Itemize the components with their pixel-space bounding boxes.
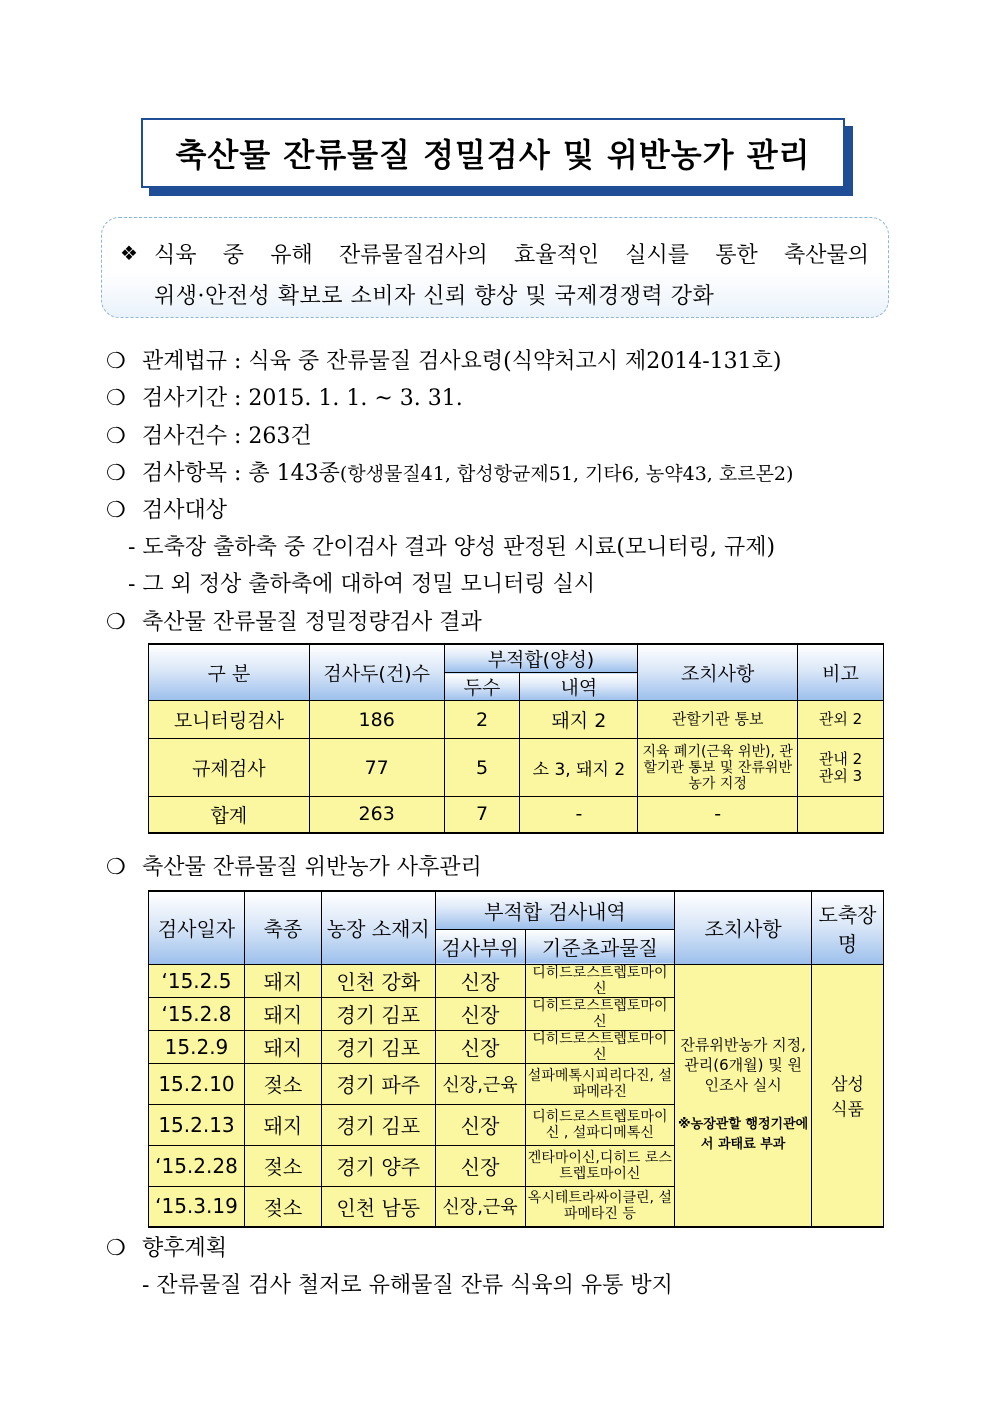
law-text: 관계법규 : 식육 중 잔류물질 검사요령(식약처고시 제2014-131호) xyxy=(142,349,782,374)
cell-count: 5 xyxy=(444,739,520,797)
cell-count: 7 xyxy=(444,797,520,833)
target-sub-1: - 도축장 출하축 중 간이검사 결과 양성 판정된 시료(모니터링, 규제) xyxy=(128,535,776,560)
circle-bullet-icon: ❍ xyxy=(106,498,126,523)
count-text: 검사건수 : 263건 xyxy=(142,424,312,449)
circle-bullet-icon: ❍ xyxy=(106,610,126,635)
cell-species: 젖소 xyxy=(244,1145,321,1186)
action-text: 잔류위반농가 지정, 관리(6개월) 및 원인조사 실시 xyxy=(680,1036,806,1095)
circle-bullet-icon: ❍ xyxy=(106,386,126,411)
plan-heading xyxy=(106,1231,227,1262)
cell-species: 돼지 xyxy=(244,997,321,1030)
cell-substance: 디히드로스트렙토마이신 xyxy=(525,997,675,1030)
circle-bullet-icon: ❍ xyxy=(106,855,126,880)
cell-note: 관내 2 관외 3 xyxy=(798,739,884,797)
header-date: 검사일자 xyxy=(149,891,245,964)
cell-inspected: 186 xyxy=(309,701,444,739)
circle-bullet-icon: ❍ xyxy=(106,1236,126,1261)
result-heading xyxy=(106,605,482,636)
summary-line-1: 식육 중 유해 잔류물질검사의 효율적인 실시를 통한 축산물의 xyxy=(154,243,869,268)
circle-bullet-icon: ❍ xyxy=(106,424,126,449)
cell-part: 신장 xyxy=(435,1104,525,1145)
cell-date: ‘15.2.5 xyxy=(149,964,245,997)
followup-heading xyxy=(106,850,482,881)
target-text: 검사대상 xyxy=(142,498,228,523)
header-substance: 기준초과물질 xyxy=(525,929,675,964)
cell-substance: 겐타마이신,디히드 로스트렙토마이신 xyxy=(525,1145,675,1186)
cell-substance: 설파메톡시피리다진, 설파메라진 xyxy=(525,1063,675,1104)
cell-farm: 경기 김포 xyxy=(321,997,435,1030)
target-item xyxy=(106,493,227,524)
result-table xyxy=(148,643,884,834)
table-row xyxy=(149,797,884,833)
title-container xyxy=(141,118,845,188)
header-inspected: 검사두(건)수 xyxy=(309,644,444,701)
circle-bullet-icon: ❍ xyxy=(106,349,126,374)
cell-species: 돼지 xyxy=(244,964,321,997)
plan-sub: - 잔류물질 검사 철저로 유해물질 잔류 식육의 유통 방지 xyxy=(142,1273,673,1298)
cell-date: 15.2.9 xyxy=(149,1030,245,1063)
cell-farm: 인천 강화 xyxy=(321,964,435,997)
cell-category: 합계 xyxy=(149,797,310,833)
cell-date: 15.2.10 xyxy=(149,1063,245,1104)
cell-slaughterhouse: 삼성 식품 xyxy=(812,964,884,1227)
cell-detail: 소 3, 돼지 2 xyxy=(520,739,638,797)
header-slaughter: 도축장 명 xyxy=(812,891,884,964)
cell-date: ‘15.2.28 xyxy=(149,1145,245,1186)
cell-farm: 경기 양주 xyxy=(321,1145,435,1186)
count-item xyxy=(106,419,312,450)
cell-detail: 돼지 2 xyxy=(520,701,638,739)
followup-heading-text: 축산물 잔류물질 위반농가 사후관리 xyxy=(142,855,482,880)
page-title: 축산물 잔류물질 정밀검사 및 위반농가 관리 xyxy=(141,118,845,188)
table-row xyxy=(149,701,884,739)
cell-substance: 디히드로스트렙토마이신 xyxy=(525,964,675,997)
summary-line-2: 위생·안전성 확보로 소비자 신뢰 향상 및 국제경쟁력 강화 xyxy=(154,284,715,309)
cell-action: 관할기관 통보 xyxy=(638,701,798,739)
header-species: 축종 xyxy=(244,891,321,964)
cell-inspected: 77 xyxy=(309,739,444,797)
cell-part: 신장 xyxy=(435,964,525,997)
header-part: 검사부위 xyxy=(435,929,525,964)
cell-category: 모니터링검사 xyxy=(149,701,310,739)
header-farm: 농장 소재지 xyxy=(321,891,435,964)
law-item xyxy=(106,344,782,375)
table-row xyxy=(149,964,884,997)
header-action: 조치사항 xyxy=(675,891,812,964)
header-action: 조치사항 xyxy=(638,644,798,701)
cell-substance: 옥시테트라싸이클린, 설파메타진 등 xyxy=(525,1186,675,1227)
header-category: 구 분 xyxy=(149,644,310,701)
cell-species: 젖소 xyxy=(244,1063,321,1104)
violation-table xyxy=(148,890,884,1228)
header-fail: 부적합 검사내역 xyxy=(435,891,675,929)
cell-note xyxy=(798,797,884,833)
action-note: ※농장관할 행정기관에서 과태료 부과 xyxy=(678,1117,809,1153)
cell-action: - xyxy=(638,797,798,833)
cell-part: 신장 xyxy=(435,997,525,1030)
items-text: 검사항목 : 총 143종 xyxy=(142,461,340,486)
cell-category: 규제검사 xyxy=(149,739,310,797)
cell-species: 돼지 xyxy=(244,1104,321,1145)
cell-action xyxy=(675,964,812,1227)
cell-date: 15.2.13 xyxy=(149,1104,245,1145)
period-item xyxy=(106,381,463,412)
cell-species: 젖소 xyxy=(244,1186,321,1227)
cell-count: 2 xyxy=(444,701,520,739)
items-detail-text: (항생물질41, 합성항균제51, 기타6, 농약43, 호르몬2) xyxy=(339,463,794,485)
cell-part: 신장 xyxy=(435,1145,525,1186)
cell-farm: 경기 김포 xyxy=(321,1104,435,1145)
result-heading-text: 축산물 잔류물질 정밀정량검사 결과 xyxy=(142,610,482,635)
summary-box xyxy=(101,217,889,318)
cell-date: ‘15.3.19 xyxy=(149,1186,245,1227)
header-note: 비고 xyxy=(798,644,884,701)
cell-part: 신장,근육 xyxy=(435,1186,525,1227)
cell-date: ‘15.2.8 xyxy=(149,997,245,1030)
period-text: 검사기간 : 2015. 1. 1. ~ 3. 31. xyxy=(142,386,463,411)
cell-note: 관외 2 xyxy=(798,701,884,739)
cell-farm: 경기 김포 xyxy=(321,1030,435,1063)
diamond-bullet-icon: ❖ xyxy=(120,241,138,265)
cell-action: 지육 폐기(근육 위반), 관할기관 통보 및 잔류위반농가 지정 xyxy=(638,739,798,797)
header-fail-detail: 내역 xyxy=(520,673,638,701)
items-item xyxy=(106,456,793,487)
circle-bullet-icon: ❍ xyxy=(106,461,126,486)
cell-substance: 디히드로스트렙토마이신 , 설파디메톡신 xyxy=(525,1104,675,1145)
cell-species: 돼지 xyxy=(244,1030,321,1063)
header-fail: 부적합(양성) xyxy=(444,644,638,673)
table-row xyxy=(149,739,884,797)
header-fail-count: 두수 xyxy=(444,673,520,701)
target-sub-2: - 그 외 정상 출하축에 대하여 정밀 모니터링 실시 xyxy=(128,572,596,597)
cell-farm: 경기 파주 xyxy=(321,1063,435,1104)
cell-farm: 인천 남동 xyxy=(321,1186,435,1227)
cell-inspected: 263 xyxy=(309,797,444,833)
plan-heading-text: 향후계획 xyxy=(142,1236,228,1261)
cell-part: 신장,근육 xyxy=(435,1063,525,1104)
cell-part: 신장 xyxy=(435,1030,525,1063)
cell-detail: - xyxy=(520,797,638,833)
cell-substance: 디히드로스트렙토마이신 xyxy=(525,1030,675,1063)
